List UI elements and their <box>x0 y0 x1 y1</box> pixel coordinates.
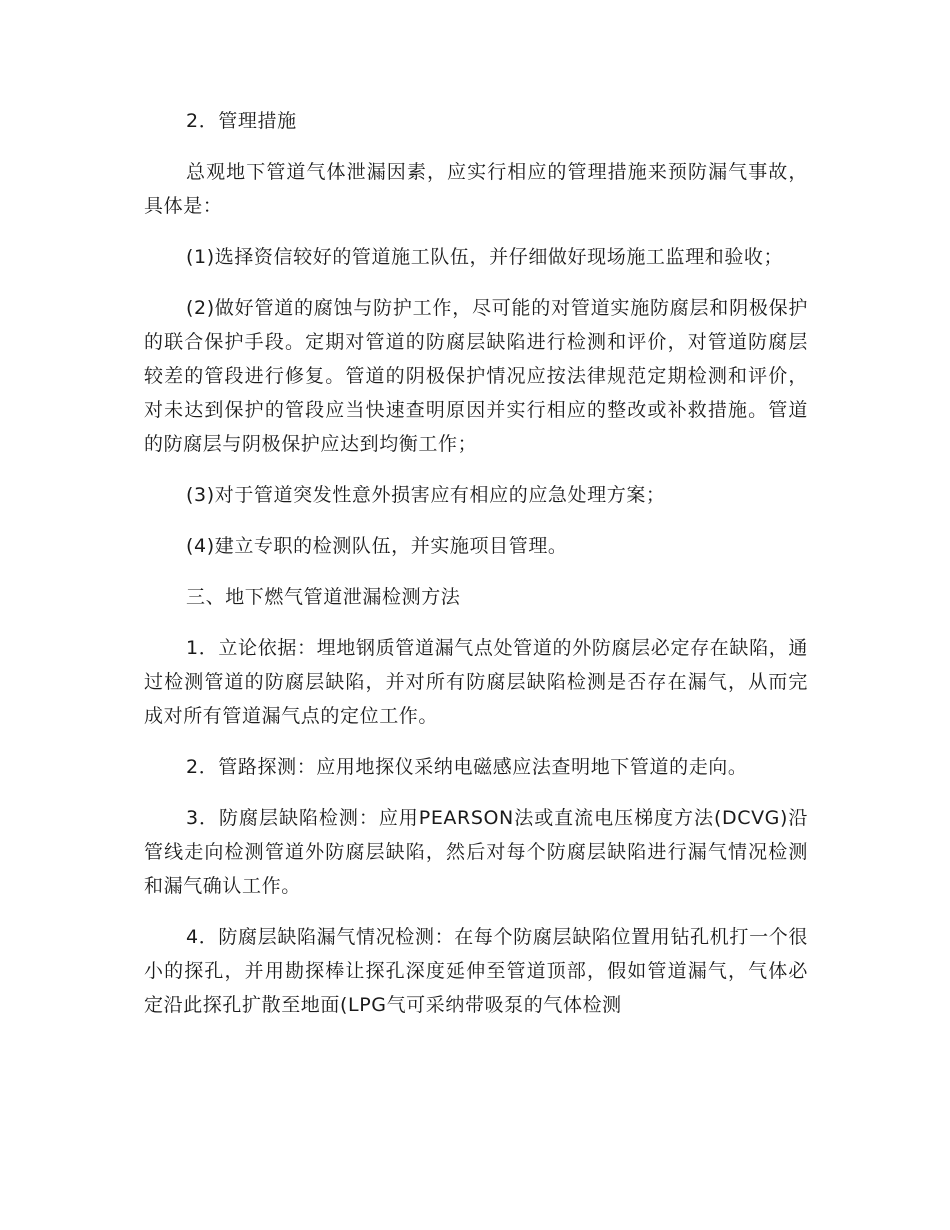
method-item-3: 3．防腐层缺陷检测：应用PEARSON法或直流电压梯度方法(DCVG)沿管线走向检测管道外防腐层缺陷，然后对每个防腐层缺陷进行漏气情况检测和漏气确认工作。 <box>144 807 808 897</box>
measure-item-4: (4)建立专职的检测队伍，并实施项目管理。 <box>186 535 568 557</box>
section-heading-management: 2．管理措施 <box>186 110 297 132</box>
measure-item-2: (2)做好管道的腐蚀与防护工作，尽可能的对管道实施防腐层和阴极保护的联合保护手段。定期对管道的防腐层缺陷进行检测和评价，对管道防腐层较差的管段进行修复。管道的阴极保护情况应按法律规范定期检测和评价，对未达到保护的管段应当快速查明原因并实行相应的整改或补救措施。管道的防腐层与阴极保护应达到均衡工作； <box>144 297 808 455</box>
measure-item-3: (3)对于管道突发性意外损害应有相应的应急处理方案； <box>186 484 666 506</box>
document-body <box>144 104 808 1039</box>
measure-item-1: (1)选择资信较好的管道施工队伍，并仔细做好现场施工监理和验收； <box>186 246 784 268</box>
section-heading-detection: 三、地下燃气管道泄漏检测方法 <box>186 586 461 608</box>
method-item-2: 2．管路探测：应用地探仪采纳电磁感应法查明地下管道的走向。 <box>186 756 748 778</box>
method-item-4: 4．防腐层缺陷漏气情况检测：在每个防腐层缺陷位置用钻孔机打一个很小的探孔，并用勘探棒让探孔深度延伸至管道顶部，假如管道漏气，气体必定沿此探孔扩散至地面(LPG气可采纳带吸泵的气体检测 <box>144 926 808 1016</box>
method-item-1: 1．立论依据：埋地钢质管道漏气点处管道的外防腐层必定存在缺陷，通过检测管道的防腐层缺陷，并对所有防腐层缺陷检测是否存在漏气，从而完成对所有管道漏气点的定位工作。 <box>144 637 808 727</box>
intro-paragraph: 总观地下管道气体泄漏因素，应实行相应的管理措施来预防漏气事故，具体是： <box>144 161 808 217</box>
